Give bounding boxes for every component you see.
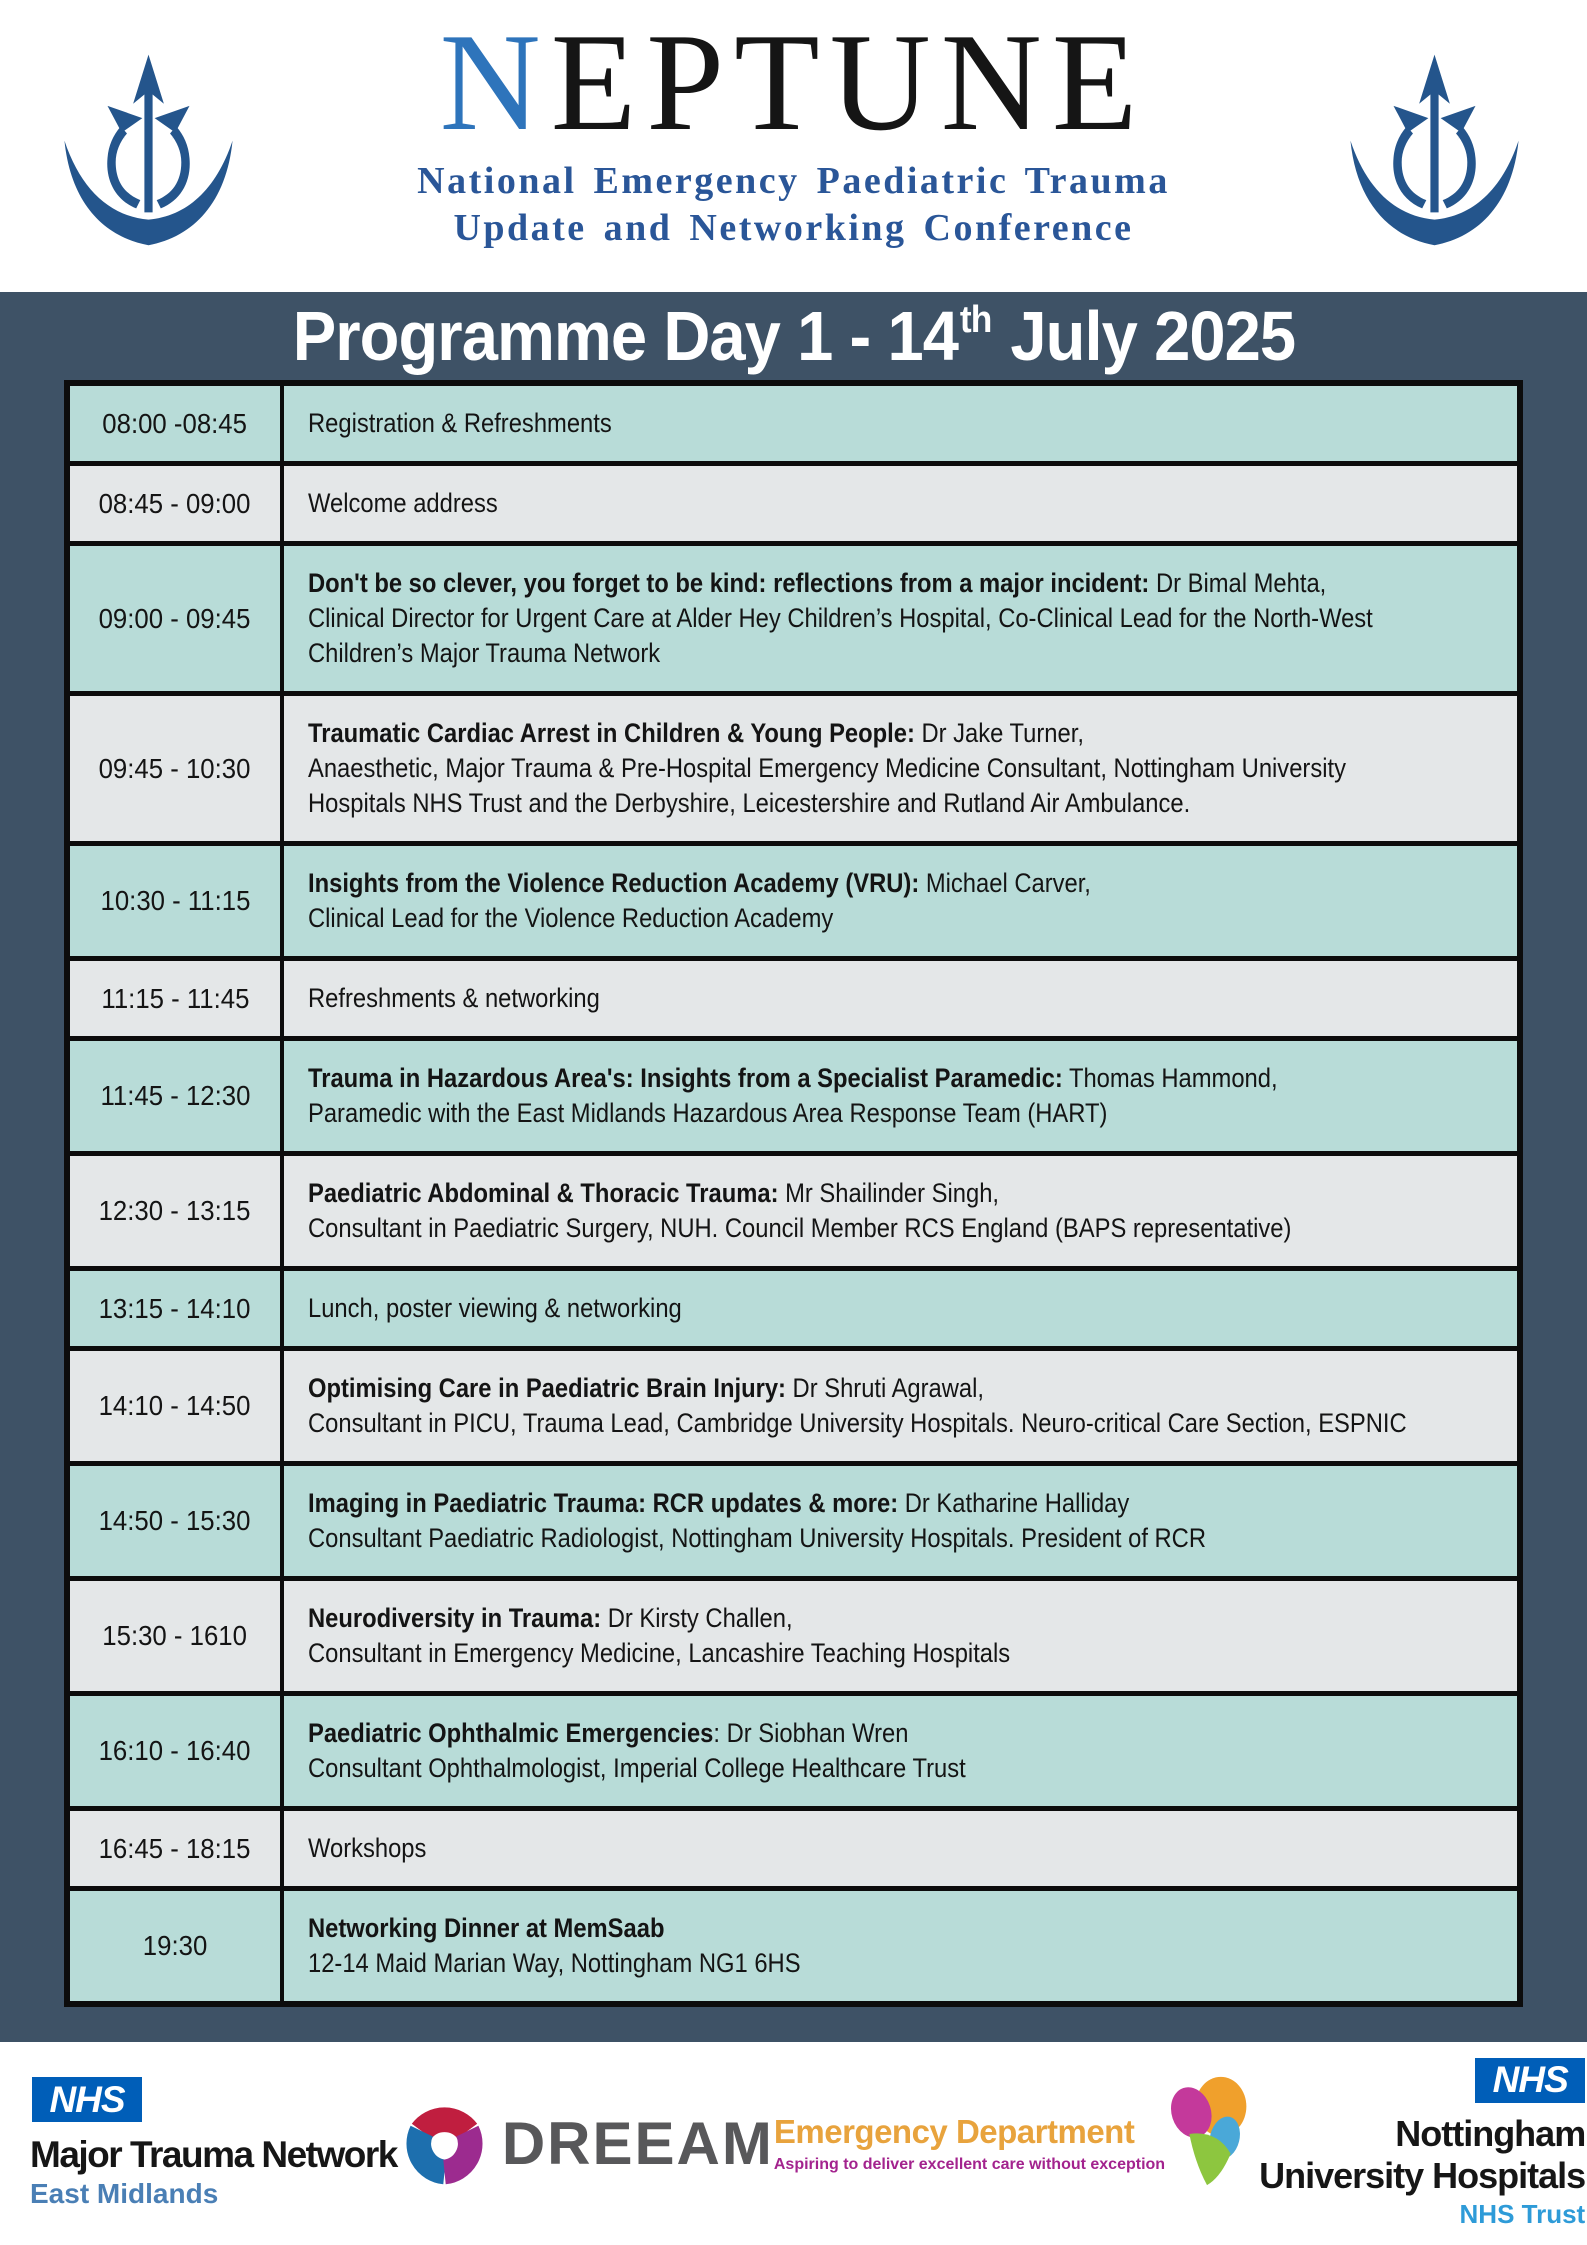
page-title bbox=[0, 292, 1587, 380]
session-description bbox=[284, 466, 1517, 541]
session-text-line bbox=[308, 636, 1373, 671]
session-text-line bbox=[308, 1751, 1363, 1786]
trident-icon bbox=[1332, 28, 1537, 280]
session-time-cell bbox=[70, 1351, 284, 1461]
table-row bbox=[70, 1886, 1517, 2001]
emergency-title: Emergency Department bbox=[773, 2113, 1135, 2150]
session-description bbox=[284, 1696, 1517, 1806]
session-text-line bbox=[308, 901, 1363, 936]
table-row bbox=[70, 461, 1517, 541]
session-text-line bbox=[308, 1211, 1363, 1246]
session-time-cell bbox=[70, 546, 284, 691]
nhs-logo: NHS bbox=[32, 2077, 142, 2122]
session-description bbox=[284, 1351, 1567, 1461]
session-time: 09:45 - 10:30 bbox=[99, 752, 251, 784]
mtn-title: Major Trauma Network bbox=[30, 2134, 397, 2175]
programme-table bbox=[64, 380, 1523, 2007]
table-row bbox=[70, 1036, 1517, 1151]
session-time: 16:45 - 18:15 bbox=[99, 1832, 251, 1864]
neptune-n: N bbox=[439, 5, 551, 160]
session-text-line bbox=[308, 1061, 1363, 1096]
session-detail-text: Consultant Ophthalmologist, Imperial College Healthcare Trust bbox=[308, 1753, 966, 1783]
session-time: 11:15 - 11:45 bbox=[100, 982, 250, 1014]
session-detail-text: Children’s Major Trauma Network bbox=[308, 638, 661, 668]
session-description bbox=[284, 386, 1517, 461]
session-text-line bbox=[308, 1716, 1363, 1751]
dreeam-logo bbox=[397, 2091, 774, 2196]
session-time-cell bbox=[70, 1271, 284, 1346]
session-time-cell bbox=[70, 1156, 284, 1266]
session-description bbox=[284, 961, 1517, 1036]
conference-subtitle-line1: National Emergency Paediatric Trauma bbox=[417, 160, 1170, 202]
neptune-rest: EPTUNE bbox=[550, 5, 1148, 160]
table-row bbox=[70, 1576, 1517, 1691]
session-text-line bbox=[308, 601, 1373, 636]
session-text-line bbox=[308, 866, 1363, 901]
session-description bbox=[284, 1891, 1517, 2001]
table-row bbox=[70, 1151, 1517, 1266]
session-detail-text: Registration & Refreshments bbox=[308, 408, 612, 438]
session-detail-text: Anaesthetic, Major Trauma & Pre-Hospital Emergency Medicine Consultant, Nottingham University bbox=[308, 753, 1346, 783]
table-row bbox=[70, 956, 1517, 1036]
nuh-line1: Nottingham bbox=[1395, 2112, 1586, 2154]
session-time-cell bbox=[70, 1581, 284, 1691]
session-text-line bbox=[308, 716, 1363, 751]
table-row bbox=[70, 541, 1517, 691]
session-detail-text: Consultant Paediatric Radiologist, Nottingham University Hospitals. President of RCR bbox=[308, 1523, 1206, 1553]
session-title-text: Paediatric Ophthalmic Emergencies bbox=[308, 1718, 714, 1748]
session-title-text: Neurodiversity in Trauma: bbox=[308, 1603, 602, 1633]
session-title-text: Trauma in Hazardous Area's: Insights from a Specialist Paramedic: bbox=[308, 1063, 1063, 1093]
session-detail-text: Dr Katharine Halliday bbox=[898, 1488, 1130, 1518]
table-row bbox=[70, 691, 1517, 841]
session-text-line bbox=[308, 1406, 1407, 1441]
title-superscript: th bbox=[959, 299, 991, 341]
session-time-cell bbox=[70, 961, 284, 1036]
session-detail-text: Clinical Director for Urgent Care at Alder Hey Children’s Hospital, Co-Clinical Lead for the North-West bbox=[308, 603, 1373, 633]
session-description bbox=[284, 696, 1517, 841]
session-time: 15:30 - 1610 bbox=[102, 1620, 248, 1651]
session-description bbox=[284, 1271, 1517, 1346]
session-time-cell bbox=[70, 1891, 284, 2001]
session-description bbox=[284, 1581, 1517, 1691]
session-time: 08:45 - 09:00 bbox=[99, 487, 251, 519]
session-time: 12:30 - 13:15 bbox=[99, 1195, 251, 1226]
session-detail-text: 12-14 Maid Marian Way, Nottingham NG1 6HS bbox=[308, 1948, 801, 1978]
table-row bbox=[70, 1806, 1517, 1886]
session-description bbox=[284, 1041, 1517, 1151]
session-time: 08:00 -08:45 bbox=[102, 407, 248, 439]
session-time-cell bbox=[70, 846, 284, 956]
session-time-cell bbox=[70, 696, 284, 841]
session-detail-text: Hospitals NHS Trust and the Derbyshire, Leicestershire and Rutland Air Ambulance. bbox=[308, 788, 1191, 818]
session-time: 13:15 - 14:10 bbox=[99, 1292, 251, 1324]
session-detail-text: Dr Jake Turner, bbox=[914, 718, 1084, 748]
session-detail-text: Refreshments & networking bbox=[308, 983, 600, 1013]
session-title-text: Insights from the Violence Reduction Academy (VRU): bbox=[308, 868, 920, 898]
session-detail-text: Workshops bbox=[308, 1833, 427, 1863]
session-detail-text: Consultant in Paediatric Surgery, NUH. Council Member RCS England (BAPS representative) bbox=[308, 1213, 1292, 1243]
session-time-cell bbox=[70, 1811, 284, 1886]
table-row bbox=[70, 841, 1517, 956]
session-time: 14:50 - 15:30 bbox=[99, 1505, 251, 1536]
session-detail-text: Clinical Lead for the Violence Reduction Academy bbox=[308, 903, 834, 933]
session-text-line bbox=[308, 1371, 1407, 1406]
session-detail-text: Welcome address bbox=[308, 488, 498, 518]
session-detail-text: Consultant in PICU, Trauma Lead, Cambridge University Hospitals. Neuro-critical Care Section, ESPNIC bbox=[308, 1408, 1407, 1438]
session-text-line bbox=[308, 1486, 1363, 1521]
table-row bbox=[70, 1266, 1517, 1346]
session-title-text: Paediatric Abdominal & Thoracic Trauma: bbox=[308, 1178, 779, 1208]
nhs-logo: NHS bbox=[1475, 2058, 1585, 2103]
heart-icon bbox=[1159, 2073, 1259, 2191]
session-text-line bbox=[308, 486, 1363, 521]
session-detail-text: Thomas Hammond, bbox=[1062, 1063, 1278, 1093]
session-text-line bbox=[308, 1946, 1363, 1981]
table-row bbox=[70, 1461, 1517, 1576]
session-time-cell bbox=[70, 386, 284, 461]
session-time: 19:30 bbox=[142, 1930, 208, 1961]
session-title-text: Traumatic Cardiac Arrest in Children & Young People: bbox=[308, 718, 915, 748]
session-detail-text: Dr Kirsty Challen, bbox=[601, 1603, 793, 1633]
footer-logos bbox=[0, 2042, 1587, 2245]
session-title-text: Optimising Care in Paediatric Brain Injury: bbox=[308, 1373, 786, 1403]
session-text-line bbox=[308, 566, 1373, 601]
session-detail-text: : Dr Siobhan Wren bbox=[713, 1718, 909, 1748]
session-text-line bbox=[308, 1291, 1363, 1326]
emergency-text-block bbox=[774, 2113, 1165, 2174]
session-detail-text: Mr Shailinder Singh, bbox=[778, 1178, 1000, 1208]
dreeam-swirl-icon bbox=[397, 2091, 492, 2196]
session-time: 09:00 - 09:45 bbox=[99, 602, 251, 634]
session-text-line bbox=[308, 1601, 1363, 1636]
session-time-cell bbox=[70, 1696, 284, 1806]
table-row bbox=[70, 1346, 1517, 1461]
session-text-line bbox=[308, 1096, 1363, 1131]
session-detail-text: Michael Carver, bbox=[919, 868, 1091, 898]
session-description bbox=[284, 546, 1528, 691]
session-title-text: Networking Dinner at MemSaab bbox=[308, 1913, 665, 1943]
session-text-line bbox=[308, 1911, 1363, 1946]
session-title-text: Don't be so clever, you forget to be kind: reflections from a major incident: bbox=[308, 568, 1150, 598]
session-description bbox=[284, 1156, 1517, 1266]
session-text-line bbox=[308, 1831, 1363, 1866]
session-description bbox=[284, 1811, 1517, 1886]
title-suffix: July 2025 bbox=[992, 297, 1295, 375]
session-description bbox=[284, 1466, 1517, 1576]
session-time: 16:10 - 16:40 bbox=[99, 1735, 251, 1766]
title-prefix: Programme Day 1 - 14 bbox=[292, 297, 958, 375]
table-row bbox=[70, 386, 1517, 461]
session-time-cell bbox=[70, 466, 284, 541]
session-time: 10:30 - 11:15 bbox=[100, 885, 250, 916]
session-text-line bbox=[308, 981, 1363, 1016]
session-text-line bbox=[308, 1636, 1363, 1671]
session-detail-text: Lunch, poster viewing & networking bbox=[308, 1293, 682, 1323]
session-text-line bbox=[308, 786, 1363, 821]
page-title-text bbox=[292, 296, 1294, 376]
nuh-trust: NHS Trust bbox=[1459, 2198, 1586, 2229]
mtn-region: East Midlands bbox=[30, 2178, 219, 2209]
major-trauma-network-logo bbox=[30, 2077, 397, 2210]
header bbox=[0, 0, 1587, 292]
emergency-tagline: Aspiring to deliver excellent care without exception bbox=[773, 2156, 1166, 2173]
session-text-line bbox=[308, 1521, 1363, 1556]
programme-section bbox=[0, 292, 1587, 2042]
session-time-cell bbox=[70, 1466, 284, 1576]
session-detail-text: Dr Bimal Mehta, bbox=[1149, 568, 1327, 598]
session-time: 14:10 - 14:50 bbox=[99, 1390, 251, 1421]
session-detail-text: Paramedic with the East Midlands Hazardous Area Response Team (HART) bbox=[308, 1098, 1108, 1128]
session-text-line bbox=[308, 751, 1363, 786]
nuh-line2: University Hospitals bbox=[1259, 2154, 1586, 2196]
nottingham-university-hospitals-logo bbox=[1259, 2058, 1585, 2230]
session-detail-text: Dr Shruti Agrawal, bbox=[785, 1373, 985, 1403]
session-time: 11:45 - 12:30 bbox=[100, 1080, 250, 1111]
conference-subtitle-line2: Update and Networking Conference bbox=[453, 207, 1134, 249]
dreeam-wordmark: DREEAM bbox=[501, 2110, 774, 2177]
session-text-line bbox=[308, 1176, 1363, 1211]
session-description bbox=[284, 846, 1517, 956]
table-row bbox=[70, 1691, 1517, 1806]
session-title-text: Imaging in Paediatric Trauma: RCR updates & more: bbox=[308, 1488, 899, 1518]
session-time-cell bbox=[70, 1041, 284, 1151]
session-text-line bbox=[308, 406, 1363, 441]
emergency-department-logo bbox=[774, 2097, 1259, 2191]
session-detail-text: Consultant in Emergency Medicine, Lancashire Teaching Hospitals bbox=[308, 1638, 1011, 1668]
